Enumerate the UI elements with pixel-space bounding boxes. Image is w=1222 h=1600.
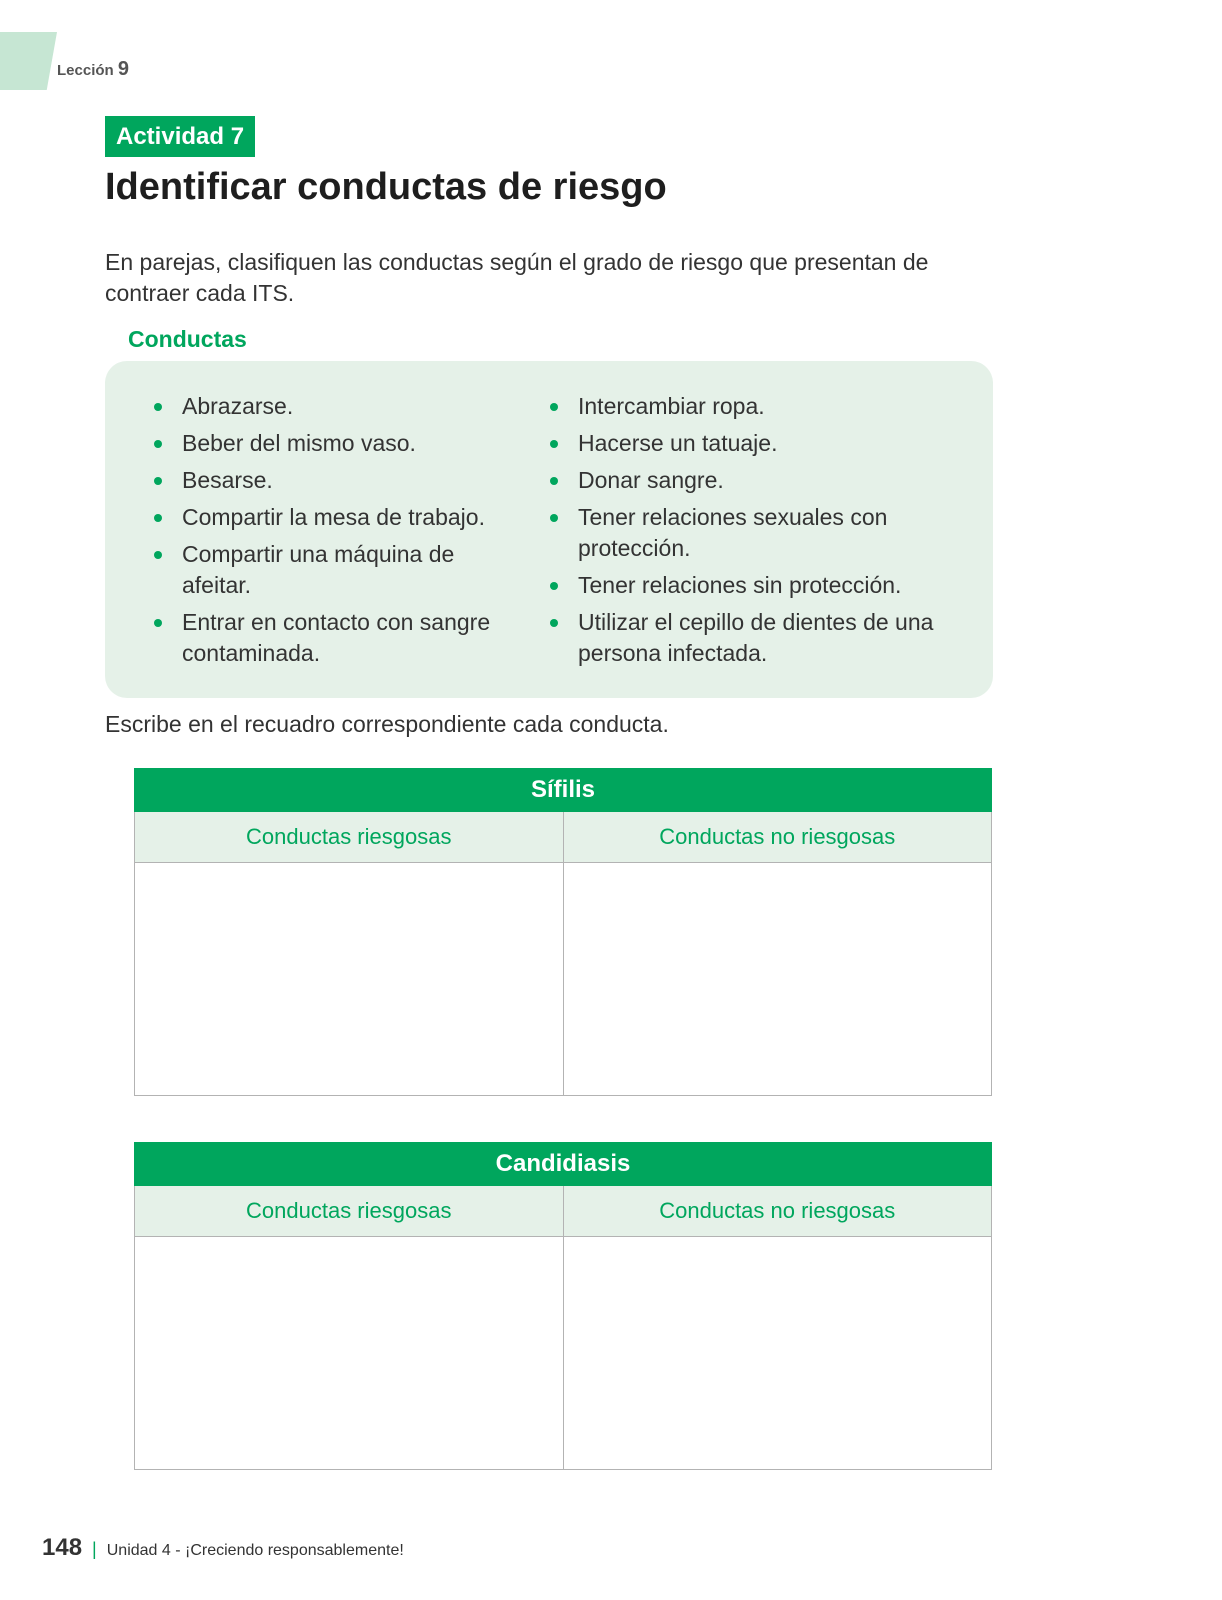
list-item: Donar sangre. <box>549 465 969 496</box>
candidiasis-table <box>134 1142 992 1470</box>
list-item: Compartir una máquina de afeitar. <box>153 539 513 601</box>
lesson-label <box>57 58 129 81</box>
list-item: Hacerse un tatuaje. <box>549 428 969 459</box>
behaviors-box <box>105 361 993 698</box>
list-item: Compartir la mesa de trabajo. <box>153 502 513 533</box>
activity-badge: Actividad 7 <box>105 116 255 157</box>
lesson-label-text: Lección <box>57 62 114 79</box>
list-item: Besarse. <box>153 465 513 496</box>
answer-cell-not-risky[interactable] <box>563 1237 992 1470</box>
activity-intro: En parejas, clasifiquen las conductas según el grado de riesgo que presentan de contraer cada ITS. <box>105 249 929 306</box>
page-number: 148 <box>42 1534 83 1561</box>
lesson-number: 9 <box>117 58 129 80</box>
unit-label: Unidad 4 - ¡Creciendo responsablemente! <box>106 1542 404 1559</box>
answer-cell-not-risky[interactable] <box>563 863 992 1096</box>
behaviors-subheading: Conductas <box>128 326 247 352</box>
list-item: Beber del mismo vaso. <box>153 428 513 459</box>
list-item: Tener relaciones sin protección. <box>549 570 969 601</box>
list-item: Utilizar el cepillo de dientes de una persona infectada. <box>549 607 969 669</box>
table-title: Candidiasis <box>135 1143 992 1186</box>
column-header-risky: Conductas riesgosas <box>135 812 564 863</box>
instruction-text: Escribe en el recuadro correspondiente cada conducta. <box>105 711 669 737</box>
page-title: Identificar conductas de riesgo <box>105 166 667 208</box>
answer-cell-risky[interactable] <box>135 1237 564 1470</box>
column-header-risky: Conductas riesgosas <box>135 1186 564 1237</box>
syphilis-table <box>134 768 992 1096</box>
page-footer <box>42 1534 404 1562</box>
table-title: Sífilis <box>135 769 992 812</box>
lesson-corner-tab <box>0 32 57 90</box>
behaviors-list-left <box>153 391 513 675</box>
answer-cell-risky[interactable] <box>135 863 564 1096</box>
column-header-not-risky: Conductas no riesgosas <box>563 812 992 863</box>
footer-separator: | <box>92 1539 97 1559</box>
list-item: Entrar en contacto con sangre contaminada. <box>153 607 513 669</box>
list-item: Tener relaciones sexuales con protección. <box>549 502 969 564</box>
list-item: Abrazarse. <box>153 391 513 422</box>
column-header-not-risky: Conductas no riesgosas <box>563 1186 992 1237</box>
behaviors-list-right <box>549 391 969 675</box>
list-item: Intercambiar ropa. <box>549 391 969 422</box>
